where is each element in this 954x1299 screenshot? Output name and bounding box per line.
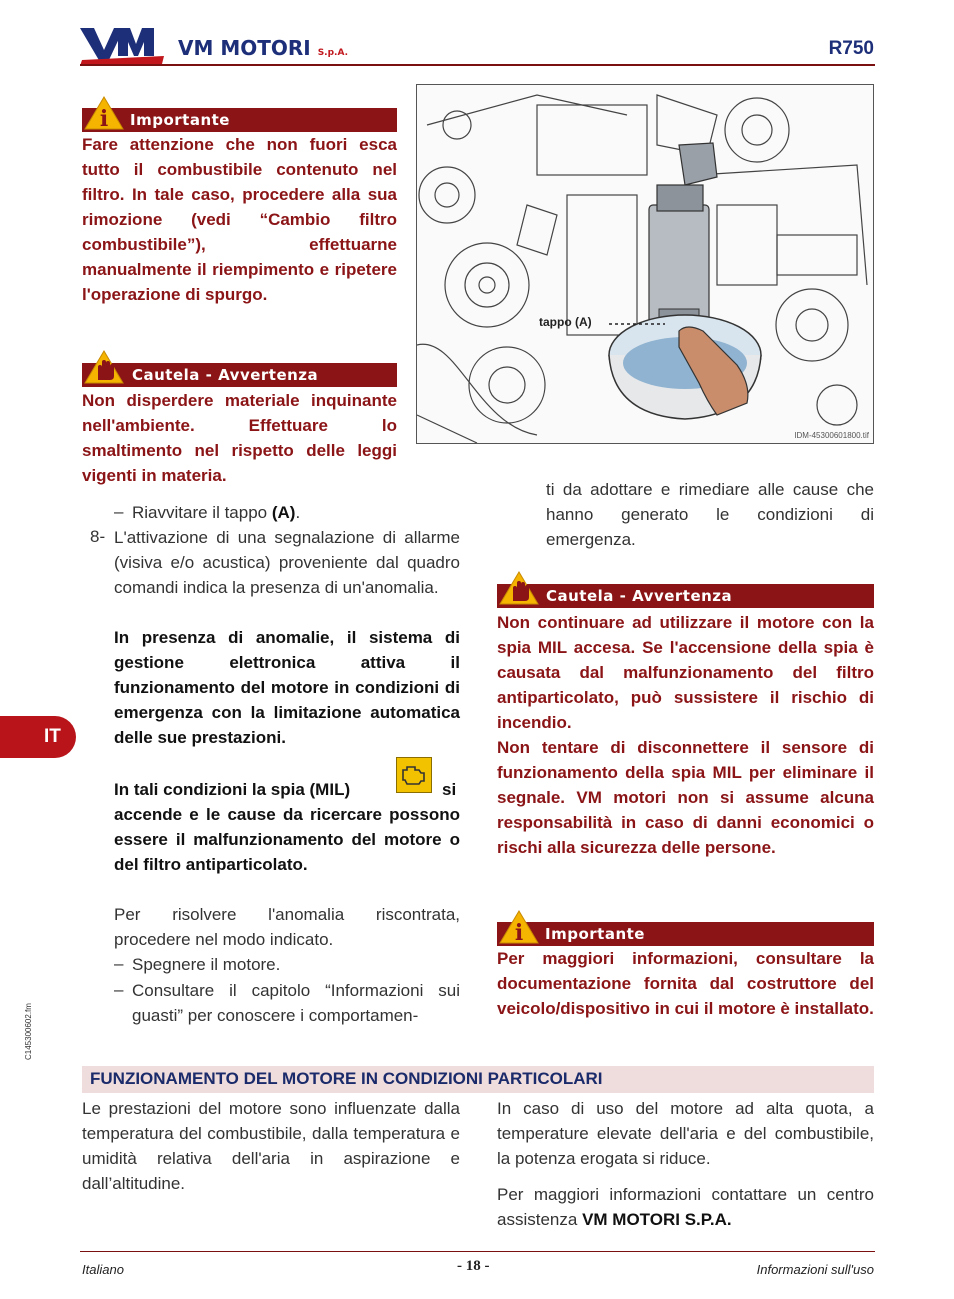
cautela-title: Cautela - Avvertenza bbox=[132, 366, 319, 384]
info-icon bbox=[499, 910, 539, 944]
importante-2-text: Per maggiori informazioni, consultare la documentazione fornita dal costruttore del veicolo/dispositivo in cui il motore è installato. bbox=[497, 949, 874, 1018]
importante-title: Importante bbox=[130, 111, 230, 129]
stop-hand-icon bbox=[499, 571, 539, 605]
section-right-text-2 bbox=[497, 1182, 874, 1232]
figure-callout: tappo (A) bbox=[539, 315, 592, 329]
engine-figure bbox=[416, 84, 874, 444]
importante-title-2: Importante bbox=[545, 925, 645, 943]
callout-leader bbox=[609, 321, 669, 327]
svg-text:i: i bbox=[99, 106, 109, 130]
mil-text-2: si bbox=[442, 780, 457, 799]
file-code: C145300602.fm bbox=[24, 1003, 33, 1060]
cautela-2-text-1: Non continuare ad utilizzare il motore con la spia MIL accesa. Se l'accensione della spia è causata dal malfunzionamento del filtro antiparticolato, può sussistere il rischio di incendio. bbox=[497, 613, 874, 732]
mil-text-1: In tali condizioni la spia (MIL) bbox=[114, 780, 351, 799]
resolve-text: Per risolvere l'anomalia riscontrata, procedere nel modo indicato. bbox=[114, 905, 460, 949]
cautela-title-2: Cautela - Avvertenza bbox=[546, 587, 733, 605]
riavvitare-ref: (A) bbox=[271, 503, 296, 522]
stop-hand-icon bbox=[84, 350, 124, 384]
cautela-text: Non disperdere materiale inquinante nell'ambiente. Effettuare lo smaltimento nel rispetto delle leggi vigenti in materia. bbox=[82, 391, 397, 485]
section-left-text: Le prestazioni del motore sono influenzate dalla temperatura del combustibile, dalla temperatura e umidità relativa dell'aria in aspirazione e dall’altitudine. bbox=[82, 1099, 460, 1193]
language-tab bbox=[0, 716, 76, 758]
dash: – bbox=[114, 502, 124, 521]
contact-text: Per maggiori informazioni contattare un centro assistenza bbox=[497, 1185, 874, 1229]
brand-name-text: VM MOTORI bbox=[178, 36, 311, 60]
dash-item-1: Spegnere il motore. bbox=[132, 955, 281, 974]
importante-bar bbox=[82, 108, 397, 132]
footer-rule bbox=[80, 1251, 875, 1252]
engine-warning-icon bbox=[396, 757, 432, 793]
importante-bar-2 bbox=[497, 922, 874, 946]
continuation-text: ti da adottare e rimediare alle cause che hanno generato le condizioni di emergenza. bbox=[546, 480, 874, 549]
page-number: - 18 - bbox=[457, 1258, 490, 1274]
language-tab-label: IT bbox=[44, 726, 61, 747]
brand-name bbox=[178, 36, 348, 60]
section-right-text-1: In caso di uso del motore ad alta quota, a temperature elevate dell'aria e del combustibile, la potenza erogata si riduce. bbox=[497, 1099, 874, 1168]
header-rule bbox=[80, 64, 875, 66]
info-icon bbox=[84, 96, 124, 130]
brand-logo bbox=[80, 26, 166, 68]
section-heading: FUNZIONAMENTO DEL MOTORE IN CONDIZIONI PARTICOLARI bbox=[90, 1069, 603, 1088]
step-8-bold: In presenza di anomalie, il sistema di gestione elettronica attiva il funzionamento del motore in condizioni di emergenza con la limitazione automatica delle sue prestazioni. bbox=[114, 628, 460, 747]
importante-text: Fare attenzione che non fuori esca tutto il combustibile contenuto nel filtro. In tale caso, procedere alla sua rimozione (vedi “Cambio filtro combustibile”), effettuarne manualmente il riempimento e ripetere l'operazione di spurgo. bbox=[82, 135, 397, 304]
cautela-bar-2 bbox=[497, 584, 874, 608]
footer-language: Italiano bbox=[82, 1262, 124, 1277]
brand-suffix: S.p.A. bbox=[317, 48, 349, 58]
figure-code: IDM-45300601800.tif bbox=[794, 431, 869, 440]
dash-item-2: Consultare il capitolo “Informazioni sui guasti” per conoscere i comportamen- bbox=[132, 981, 460, 1025]
riavvitare-item: Riavvitare il tappo (A). bbox=[132, 503, 301, 522]
riavvitare-text: Riavvitare il tappo bbox=[132, 503, 268, 522]
contact-company: VM MOTORI S.P.A. bbox=[582, 1210, 732, 1229]
mil-text-3: accende e le cause da ricercare possono essere il malfunzionamento del motore o del filtro antiparticolato. bbox=[114, 805, 460, 874]
engine-illustration bbox=[417, 85, 873, 443]
cautela-bar bbox=[82, 363, 397, 387]
dash: – bbox=[114, 954, 124, 973]
svg-text:i: i bbox=[514, 920, 524, 944]
dash: – bbox=[114, 980, 124, 999]
section-heading-bar bbox=[82, 1066, 874, 1093]
step-number: 8- bbox=[90, 527, 106, 546]
step-8-text: L'attivazione di una segnalazione di allarme (visiva e/o acustica) proveniente dal quadro comandi indica la presenza di un'anomalia. bbox=[114, 528, 460, 597]
footer-section: Informazioni sull'uso bbox=[756, 1262, 874, 1277]
model-label: R750 bbox=[828, 38, 874, 59]
cautela-2-text-2: Non tentare di disconnettere il sensore di funzionamento della spia MIL per eliminare il segnale. VM motori non si assume alcuna responsabilità in caso di danni economici o rischi alla sicurezza delle persone. bbox=[497, 738, 874, 857]
